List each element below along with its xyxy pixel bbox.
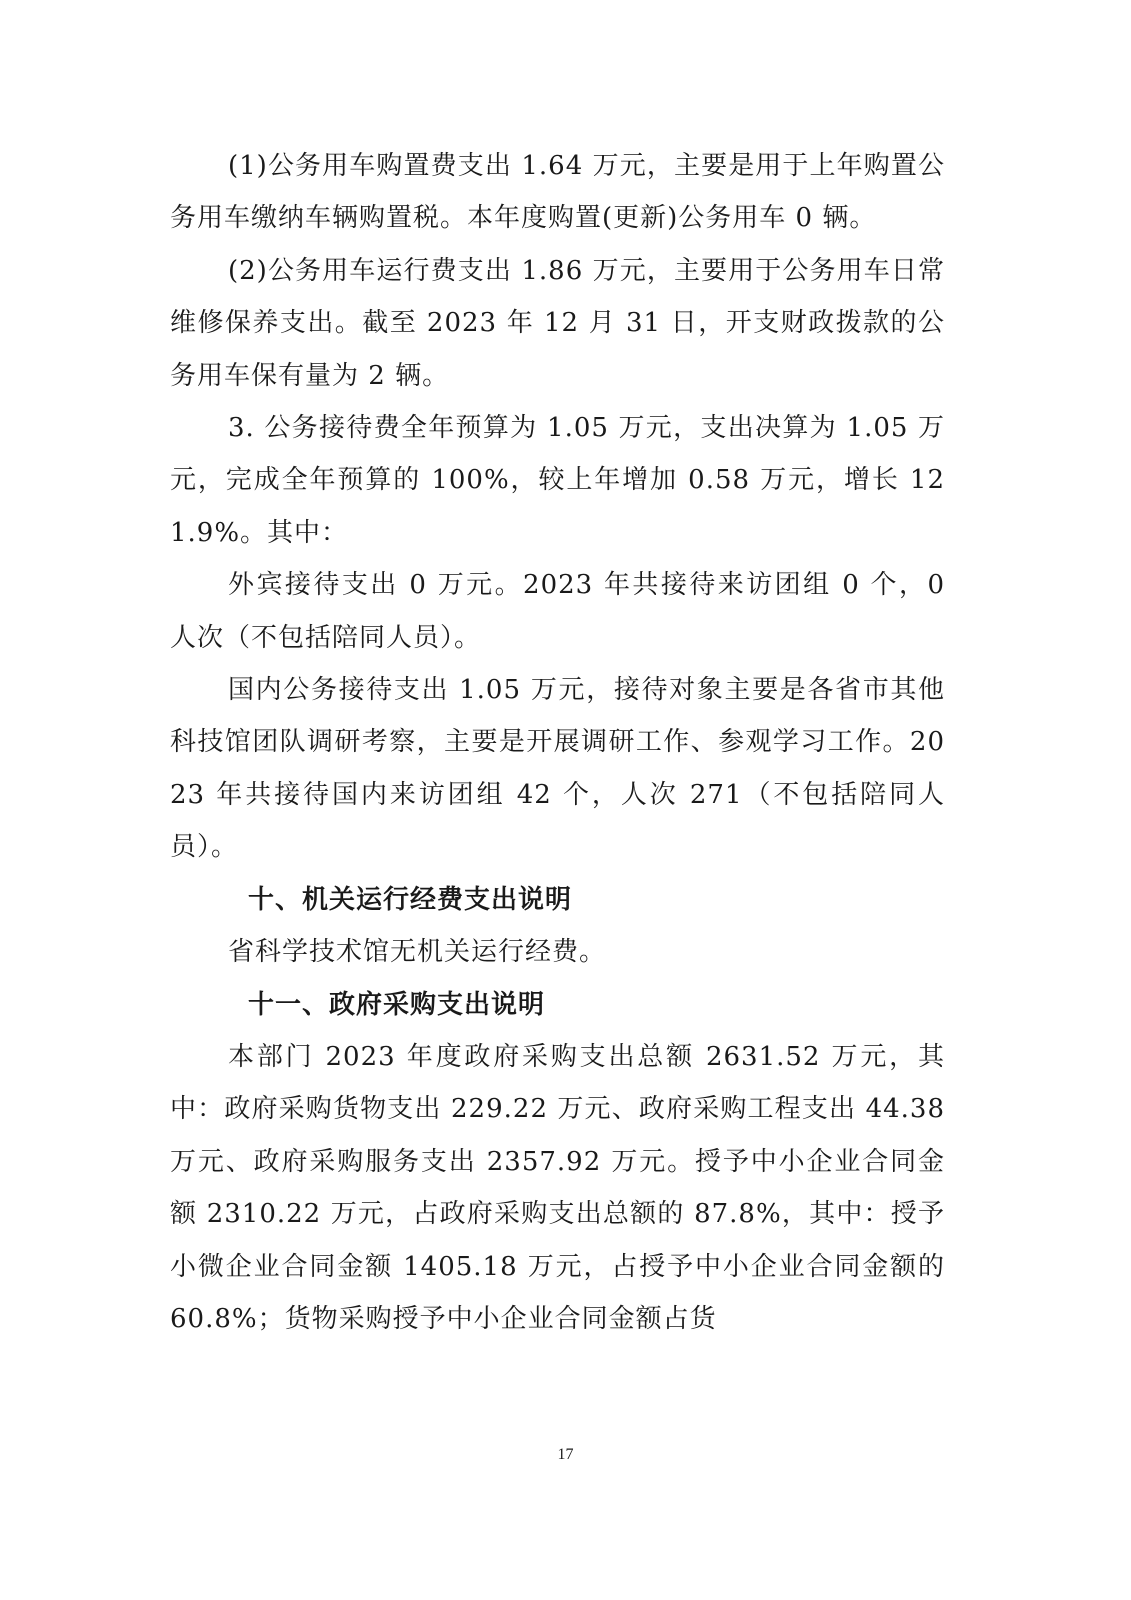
paragraph-reception-budget: 3. 公务接待费全年预算为 1.05 万元，支出决算为 1.05 万元，完成全年预算的 100%，较上年增加 0.58 万元，增长 121.9%。其中：: [170, 413, 945, 548]
section-heading-procurement: 十一、政府采购支出说明: [248, 989, 546, 1020]
paragraph-procurement: 本部门 2023 年度政府采购支出总额 2631.52 万元，其中：政府采购货物支出 229.22 万元、政府采购工程支出 44.38 万元、政府采购服务支出 2357.92 万元。授予中小企业合同金额 2310.22 万元，占政府采购支出总额的 87.8%，其中：授予小微企业合同金额 1405.18 万元，占授予中小企业合同金额的 60.8%；货物采购授予中小企业合同金额占货: [170, 1041, 945, 1334]
paragraph-domestic-reception: 国内公务接待支出 1.05 万元，接待对象主要是各省市其他科技馆团队调研考察，主要是开展调研工作、参观学习工作。2023 年共接待国内来访团组 42 个，人次 271（不包括陪同人员）。: [170, 675, 945, 863]
paragraph-vehicle-purchase: (1)公务用车购置费支出 1.64 万元，主要是用于上年购置公务用车缴纳车辆购置税。本年度购置(更新)公务用车 0 辆。: [170, 151, 945, 234]
page-number: 17: [557, 1446, 574, 1463]
document-body: [170, 140, 945, 1345]
paragraph-vehicle-operation: (2)公务用车运行费支出 1.86 万元，主要用于公务用车日常维修保养支出。截至 2023 年 12 月 31 日，开支财政拨款的公务用车保有量为 2 辆。: [170, 255, 945, 391]
paragraph-operating-expenses: 省科学技术馆无机关运行经费。: [228, 937, 607, 968]
paragraph-foreign-reception: 外宾接待支出 0 万元。2023 年共接待来访团组 0 个，0 人次（不包括陪同人员）。: [170, 570, 945, 653]
section-heading-operating-expenses: 十、机关运行经费支出说明: [248, 884, 573, 915]
